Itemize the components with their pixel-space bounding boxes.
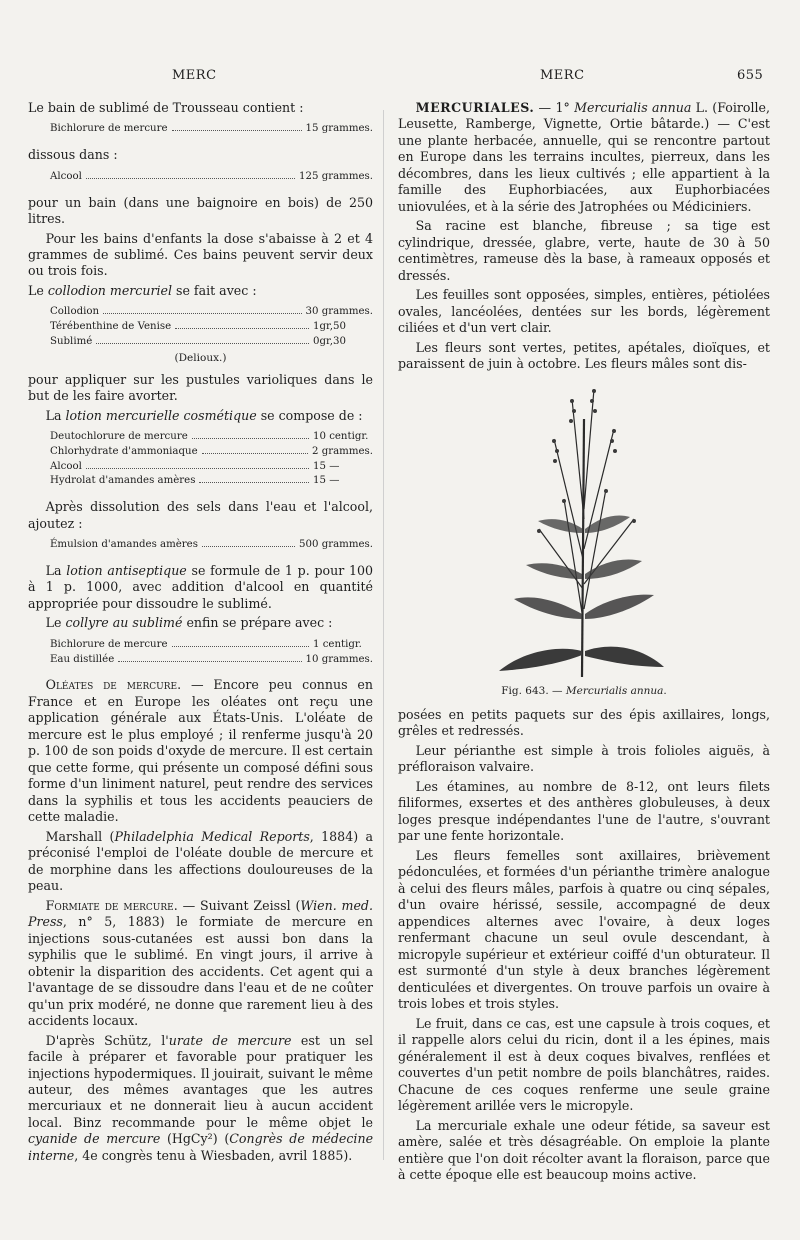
paragraph: MERCURIALES. — 1° Mercurialis annua L. (Foirolle, Leusette, Ramberge, Vignette, Ortie bâtarde.) — C'est une plante herbacée, annuelle, qui se rencontre partout en Europe dans les terrains incultes, pierreux, dans les décombres, dans les lieux cultivés ; elle appartient à la famille des Euphorbiacées, aux Euphorbiacées uniovulées, et à la série des Jatrophées ou Médiciniers.: [398, 100, 770, 214]
leader-dots: [192, 438, 309, 439]
ingredient-quantity: 15 grammes.: [305, 123, 373, 135]
paragraph: Les fleurs femelles sont axillaires, brièvement pédonculées, et formées d'un périanthe trimère analogue à celui des fleurs mâles, parfois à quatre ou cinq sépales, d'un ovaire hérissé, sessile, accompagné de deux appendices alternes avec l'ovaire, à deux loges renfermant chacune un seul ovule descendant, à micropyle supérieur et extérieur coiffé d'un obturateur. Il est surmonté d'un style à deux branches légèrement denticulées et divergentes. On trouve parfois un ovaire à trois lobes et trois styles.: [398, 847, 770, 1012]
ingredient-name: Chlorhydrate d'ammoniaque: [50, 445, 198, 457]
ingredient-quantity: 1 centigr.: [313, 638, 362, 650]
paragraph: Le bain de sublimé de Trousseau contient :: [28, 100, 304, 115]
leader-dots: [86, 178, 295, 179]
paragraph: La lotion antiseptique se formule de 1 p. pour 100 à 1 p. 1000, avec addition d'alcool en quantité appropriée pour dissoudre le sublimé.: [28, 562, 374, 611]
ingredient-name: Collodion: [50, 306, 100, 318]
running-head-left: MERC: [172, 68, 217, 83]
paragraph: Formiate de mercure. — Suivant Zeissl (Wien. med. Press, n° 5, 1883) le formiate de mercure en injections sous-cutanées est aussi bon dans la syphilis que le sublimé. En vingt jours, il arrive à obtenir la disparition des accidents. Cet agent qui a l'avantage de se dissoudre dans l'eau et de ne coûter qu'un prix modéré, ne donne que rarement lieu à des accidents locaux.: [28, 897, 373, 1029]
recipe-line: [50, 320, 373, 335]
leader-dots: [199, 482, 309, 483]
figure-643: [398, 379, 770, 699]
recipe-line: [50, 170, 373, 185]
recipe-line: [50, 460, 373, 475]
ingredient-name: Sublimé: [50, 336, 93, 347]
column-divider: [383, 110, 384, 1160]
leader-dots: [175, 328, 309, 329]
ingredient-quantity: 30 grammes.: [305, 306, 373, 318]
ingredient-name: Bichlorure de mercure: [50, 123, 168, 135]
leader-dots: [96, 343, 309, 344]
paragraph: posées en petits paquets sur des épis axillaires, longs, grêles et redressés.: [398, 706, 770, 739]
citation: (Delioux.): [174, 351, 227, 364]
paragraph: Les fleurs sont vertes, petites, apétales, dioïques, et paraissent de juin à octobre. Les fleurs mâles sont dis-: [398, 339, 770, 372]
recipe-line: [50, 335, 373, 350]
recipe-line: [50, 122, 373, 137]
leader-dots: [86, 468, 309, 469]
ingredient-name: Hydrolat d'amandes amères: [50, 475, 196, 487]
paragraph: La lotion mercurielle cosmétique se compose de :: [45, 407, 363, 423]
paragraph: Les étamines, au nombre de 8-12, ont leurs filets filiformes, exsertes et des anthères globuleuses, à deux loges presque indépendantes l'une de l'autre, s'ouvrant par une fente horizontale.: [398, 778, 770, 844]
recipe-6: [50, 638, 373, 668]
recipe-line: [50, 305, 373, 320]
recipe-line: [50, 653, 373, 668]
ingredient-quantity: 10 grammes.: [305, 653, 373, 665]
right-column: [398, 100, 770, 1187]
ingredient-quantity: 2 grammes.: [311, 445, 373, 457]
recipe-line: [50, 638, 373, 653]
recipe-5: [50, 538, 373, 553]
leader-dots: [103, 313, 301, 314]
paragraph: Le fruit, dans ce cas, est une capsule à trois coques, et il rappelle alors celui du ricin, dont il a les épines, mais généralement il est à deux coques bivalves, renflées et couvertes d'un petit nombre de poils blanchâtres, raides. Chacune de ces coques renferme une seule graine légèrement arillée vers le micropyle.: [398, 1015, 770, 1114]
paragraph: pour un bain (dans une baignoire en bois) de 250 litres.: [28, 194, 373, 227]
ingredient-quantity: 125 grammes.: [299, 170, 373, 182]
ingredient-quantity: 0gr,30: [313, 336, 346, 347]
paragraph: Pour les bains d'enfants la dose s'abaisse à 2 et 4 grammes de sublimé. Ces bains peuvent servir deux ou trois fois.: [28, 230, 373, 279]
recipe-1: [50, 122, 373, 137]
ingredient-quantity: 1gr,50: [313, 321, 346, 333]
ingredient-quantity: 10 centigr.: [313, 430, 369, 442]
running-head-right: MERC: [540, 68, 585, 83]
paragraph: Sa racine est blanche, fibreuse ; sa tige est cylindrique, dressée, glabre, verte, haute de 30 à 50 centimètres, rameuse dès la base, à rameaux opposés et dressés.: [398, 218, 770, 283]
leader-dots: [202, 453, 308, 454]
paragraph: D'après Schütz, l'urate de mercure est un sel facile à préparer et favorable pour pratiquer les injections hypodermiques. Il jouirait, suivant le même auteur, des mêmes avantages que les autres mercuriaux et ne donnerait lieu à aucun accident local. Binz recommande pour le même objet le cyanide de mercure (HgCy²) (Congrès de médecine interne, 4e congrès tenu à Wiesbaden, avril 1885).: [28, 1032, 374, 1163]
left-column: [28, 100, 373, 1167]
recipe-line: [50, 538, 373, 553]
paragraph: Marshall (Philadelphia Medical Reports, 1884) a préconisé l'emploi de l'oléate double de mercure et de morphine dans les affections douloureuses de la peau.: [28, 828, 374, 894]
figure-caption: Fig. 643. — Mercurialis annua.: [501, 685, 667, 698]
leader-dots: [172, 130, 302, 131]
ingredient-name: Alcool: [50, 460, 82, 472]
paragraph: Après dissolution des sels dans l'eau et l'alcool, ajoutez :: [28, 499, 373, 531]
ingredient-quantity: 15 —: [313, 475, 340, 487]
paragraph: pour appliquer sur les pustules varioliques dans le but de les faire avorter.: [28, 371, 373, 404]
recipe-line: [50, 430, 373, 445]
mercurialis-plant-illustration: [494, 379, 674, 679]
paragraph: Le collyre au sublimé enfin se prépare avec :: [45, 615, 333, 631]
paragraph: Les feuilles sont opposées, simples, entières, pétiolées ovales, lancéolées, dentées sur les bords, légèrement ciliées et d'un vert clair.: [398, 287, 770, 336]
leader-dots: [118, 661, 301, 662]
ingredient-name: Bichlorure de mercure: [50, 638, 168, 650]
ingredient-name: Émulsion d'amandes amères: [50, 539, 198, 551]
ingredient-name: Alcool: [50, 170, 82, 182]
recipe-4: [50, 430, 373, 489]
recipe-line: [50, 474, 373, 489]
leader-dots: [172, 646, 310, 647]
paragraph: Leur périanthe est simple à trois folioles aiguës, à préfloraison valvaire.: [398, 742, 770, 775]
recipe-2: [50, 170, 373, 185]
recipe-line: [50, 445, 373, 460]
paragraph: La mercuriale exhale une odeur fétide, sa saveur est amère, salée et très désagréable. On emploie la plante entière que l'on doit récolter avant la floraison, parce que à cette époque elle est beaucoup moins active.: [398, 1117, 770, 1183]
ingredient-quantity: 15 —: [313, 460, 340, 472]
ingredient-name: Deutochlorure de mercure: [50, 430, 188, 442]
paragraph: Le collodion mercuriel se fait avec :: [28, 282, 257, 298]
recipe-3: [50, 305, 373, 349]
paragraph: Oléates de mercure. — Encore peu connus en France et en Europe les oléates ont reçu une application générale aux États-Unis. L'oléate de mercure est le plus employé ; il renferme jusqu'à 20 p. 100 de son poids d'oxyde de mercure. Il est certain que cette forme, qui présente un composé défini sous forme d'un liniment naturel, peut rendre des services dans la syphilis et tous les accidents peauciers de cette maladie.: [28, 677, 373, 825]
leader-dots: [202, 546, 295, 547]
paragraph: dissous dans :: [28, 147, 118, 163]
ingredient-quantity: 500 grammes.: [299, 539, 373, 551]
ingredient-name: Térébenthine de Venise: [50, 321, 172, 333]
ingredient-name: Eau distillée: [50, 653, 115, 665]
page-number: 655: [737, 68, 764, 83]
